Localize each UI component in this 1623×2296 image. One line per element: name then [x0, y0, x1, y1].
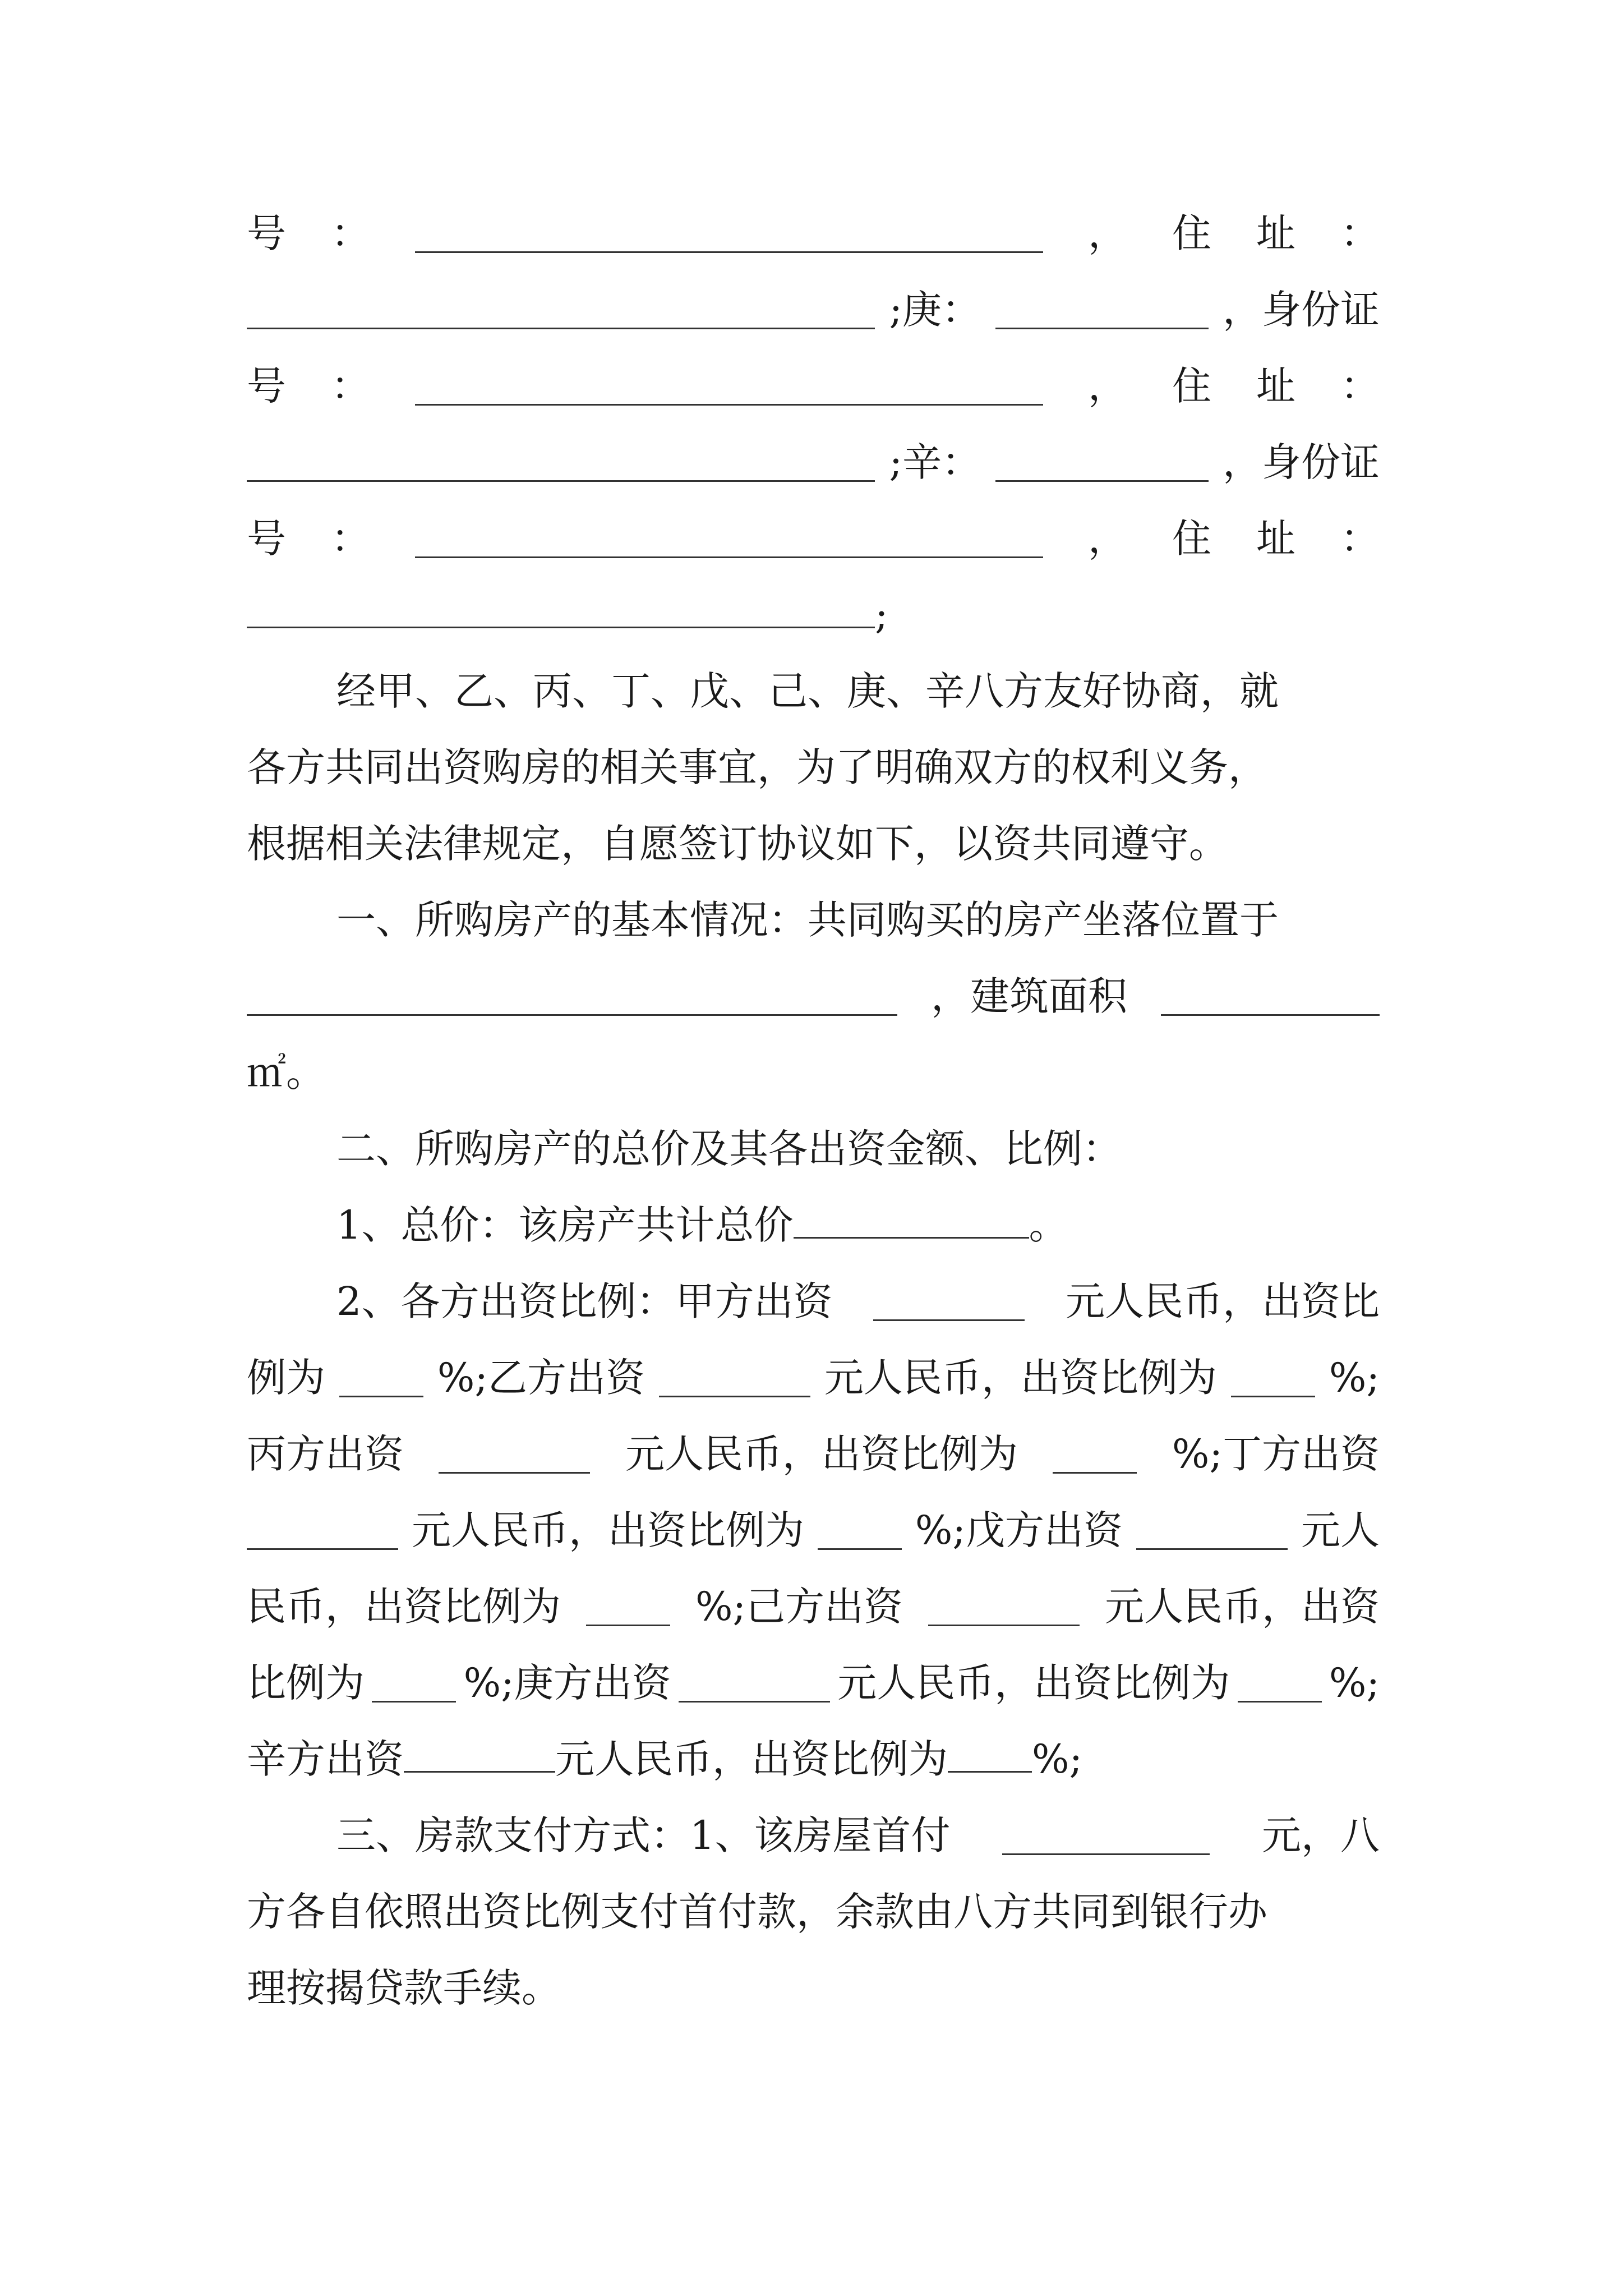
section-1-line-2	[247, 958, 1380, 1034]
label-zhi: 址	[1256, 363, 1295, 409]
blank-amount	[439, 1434, 590, 1474]
blank-percent	[1231, 1358, 1315, 1397]
label-party-geng-contribution: %;庚方出资	[463, 1660, 671, 1706]
blank-amount	[873, 1282, 1025, 1321]
section-3-line-2	[247, 1874, 1380, 1950]
intro-text: 各方共同出资购房的相关事宜，为了明确双方的权利义务，	[247, 744, 1267, 790]
label-party-xin: ;辛：	[889, 439, 981, 485]
blank-amount	[679, 1663, 830, 1703]
paragraph-intro-line-2	[247, 729, 1380, 806]
blank-name	[995, 443, 1209, 482]
section-1-heading: 一、所购房产的基本情况：共同购买的房产坐落位置于	[336, 897, 1279, 943]
section-2-heading	[247, 1111, 1380, 1187]
paragraph-intro-line-3	[247, 806, 1380, 882]
label-id-no: 号	[247, 363, 286, 409]
comma: ，	[1088, 210, 1127, 256]
section-3-line-3	[247, 1950, 1380, 2026]
label-zhu: 住	[1172, 516, 1211, 562]
blank-percent	[372, 1663, 456, 1703]
payment-text: 理按揭贷款手续。	[247, 1965, 561, 2011]
contribution-line-3	[247, 1416, 1380, 1492]
contribution-line-4	[247, 1492, 1380, 1568]
label-id-no: 号	[247, 210, 286, 256]
label-total-price: 1、总价：该房产共计总价	[336, 1202, 794, 1248]
text-line-id-address-6	[247, 195, 1380, 272]
label-ratio: 比例为	[247, 1660, 365, 1706]
label-zhu: 住	[1172, 210, 1211, 256]
label-party-geng: ;庚：	[889, 287, 981, 333]
blank-percent	[1238, 1663, 1322, 1703]
blank-id-number	[415, 519, 1043, 558]
blank-id-number	[415, 214, 1043, 253]
text-line-id-address-8	[247, 500, 1380, 577]
section-2-total-price	[247, 1187, 1380, 1263]
label-rmb-ratio: 元人民币，出资比例为	[837, 1660, 1230, 1706]
blank-amount	[404, 1734, 555, 1773]
label-party-bing-contribution: 丙方出资	[247, 1431, 404, 1477]
label-party-ji-contribution: %;己方出资	[695, 1584, 903, 1630]
blank-percent	[948, 1734, 1032, 1773]
section-3-heading: 三、房款支付方式：1、该房屋首付	[336, 1812, 951, 1858]
label-rmb-ratio: 民币，出资比例为	[247, 1584, 561, 1630]
intro-text: 经甲、乙、丙、丁、戊、己、庚、辛八方友好协商，就	[336, 668, 1279, 714]
label-rmb: 元人民币，出资比	[1065, 1278, 1380, 1324]
area-unit: ㎡。	[247, 1050, 325, 1096]
blank-id-number	[415, 366, 1043, 406]
blank-percent	[339, 1358, 423, 1397]
percent-semicolon: %;	[1329, 1355, 1380, 1401]
blank-amount	[1136, 1511, 1288, 1550]
semicolon: ;	[875, 592, 888, 638]
colon: ：	[1340, 210, 1380, 256]
contribution-line-5	[247, 1568, 1380, 1645]
label-zhi: 址	[1256, 210, 1295, 256]
blank-address	[247, 590, 875, 629]
contribution-line-2	[247, 1340, 1380, 1416]
blank-address	[247, 443, 875, 482]
label-rmb-contribution: 元人民币，出资	[1104, 1584, 1380, 1630]
section-1-line-1	[247, 882, 1380, 958]
label-building-area: ，建筑面积	[931, 973, 1127, 1019]
colon: ：	[331, 363, 370, 409]
blank-address	[247, 290, 875, 329]
colon: ：	[1340, 516, 1380, 562]
label-party-ding-contribution: %;丁方出资	[1172, 1431, 1380, 1477]
blank-total-price	[794, 1200, 1029, 1239]
blank-down-payment	[1002, 1816, 1210, 1855]
label-yuan-eight: 元，八	[1261, 1812, 1380, 1858]
percent-semicolon: %;	[1032, 1736, 1083, 1782]
text-line-party-geng	[247, 272, 1380, 348]
section-2-title: 二、所购房产的总价及其各出资金额、比例：	[336, 1126, 1122, 1172]
contribution-line-1	[247, 1263, 1380, 1340]
payment-text: 方各自依照出资比例支付首付款，余款由八方共同到银行办	[247, 1889, 1267, 1935]
label-rmb-ratio: 元人民币，出资比例为	[411, 1507, 804, 1553]
text-line-party-xin	[247, 424, 1380, 500]
blank-amount	[928, 1587, 1080, 1626]
paragraph-intro-line-1	[247, 653, 1380, 729]
section-3-line-1	[247, 1797, 1380, 1874]
label-yuan-ren: 元人	[1301, 1507, 1380, 1553]
section-1-line-3	[247, 1034, 1380, 1111]
blank-area	[1161, 977, 1380, 1016]
label-party-wu-contribution: %;戊方出资	[915, 1507, 1123, 1553]
label-id-card: ，身份证	[1223, 287, 1380, 333]
blank-amount	[659, 1358, 810, 1397]
text-line-id-address-7	[247, 348, 1380, 424]
label-rmb-ratio: 元人民币，出资比例为	[824, 1355, 1217, 1401]
period: 。	[1029, 1202, 1068, 1248]
blank-name	[995, 290, 1209, 329]
label-id-no: 号	[247, 516, 286, 562]
label-rmb-ratio: 元人民币，出资比例为	[625, 1431, 1018, 1477]
contribution-line-7	[247, 1721, 1380, 1797]
contribution-line-6	[247, 1645, 1380, 1721]
label-zhi: 址	[1256, 516, 1295, 562]
intro-text: 根据相关法律规定，自愿签订协议如下，以资共同遵守。	[247, 821, 1228, 867]
text-line-address-end	[247, 577, 1380, 653]
label-id-card: ，身份证	[1223, 439, 1380, 485]
colon: ：	[331, 210, 370, 256]
blank-percent	[818, 1511, 902, 1550]
label-party-xin-contribution: 辛方出资	[247, 1736, 404, 1782]
colon: ：	[331, 516, 370, 562]
label-party-yi-contribution: %;乙方出资	[437, 1355, 645, 1401]
label-party-jia-contribution: 2、各方出资比例：甲方出资	[336, 1278, 833, 1324]
label-zhu: 住	[1172, 363, 1211, 409]
label-ratio: 例为	[247, 1355, 325, 1401]
colon: ：	[1340, 363, 1380, 409]
comma: ，	[1088, 516, 1127, 562]
blank-percent	[586, 1587, 670, 1626]
comma: ，	[1088, 363, 1127, 409]
label-rmb-ratio: 元人民币，出资比例为	[555, 1736, 948, 1782]
blank-percent	[1053, 1434, 1137, 1474]
percent-semicolon: %;	[1329, 1660, 1380, 1706]
blank-location	[247, 977, 897, 1016]
blank-amount	[247, 1511, 398, 1550]
